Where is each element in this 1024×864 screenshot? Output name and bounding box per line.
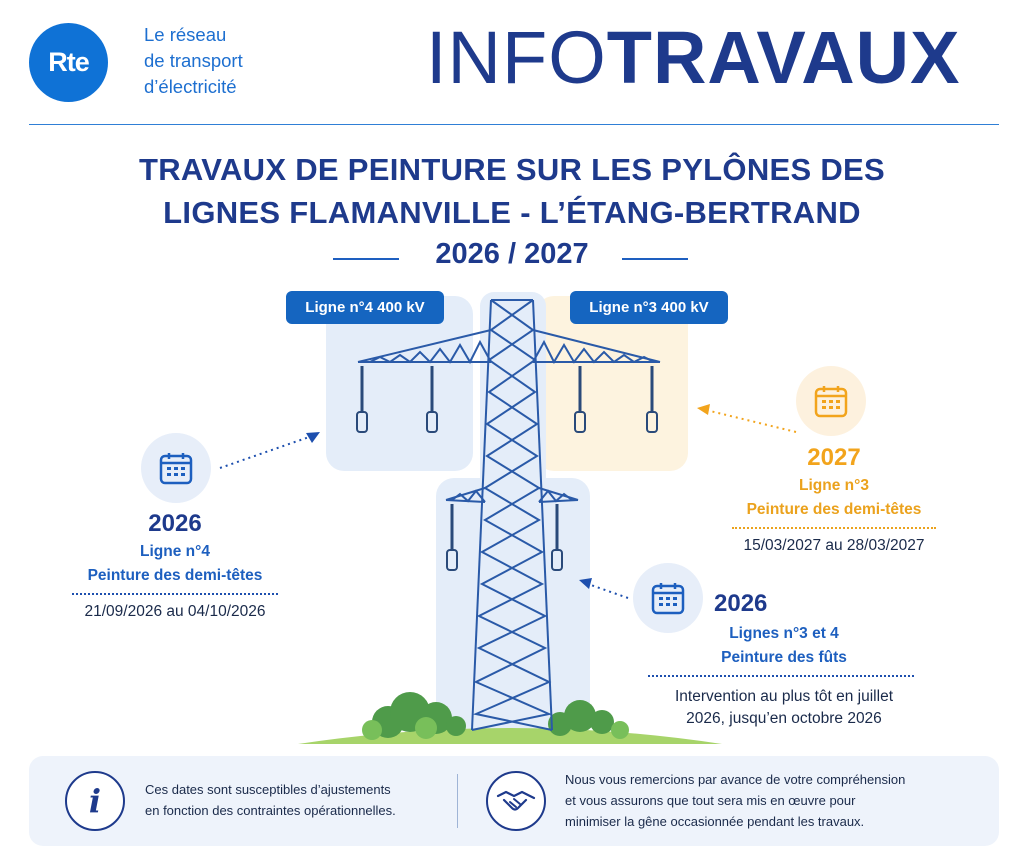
line3-divider (732, 527, 936, 529)
arrow-left (220, 436, 312, 468)
line4-schedule (60, 510, 290, 621)
mast-divider (648, 675, 914, 677)
footer-divider (457, 774, 458, 828)
info-notice (145, 779, 396, 821)
line3-dates: 15/03/2027 au 28/03/2027 (743, 537, 925, 554)
line4-task: Peinture des demi-têtes (87, 567, 263, 584)
bushes-right-front (611, 721, 629, 739)
tagline-line-2: de transport (144, 50, 243, 71)
mast-schedule (648, 624, 920, 730)
calendar-icon-glyph (813, 383, 849, 419)
bushes-right (548, 700, 614, 736)
mast-dates-line-1: Intervention au plus tôt en juillet (675, 688, 893, 705)
footer-notice (29, 756, 999, 846)
line4-line: Ligne n°4 (140, 543, 210, 560)
line4-year: 2026 (148, 510, 202, 537)
line3-task: Peinture des demi-têtes (746, 501, 922, 518)
info-icon (65, 771, 125, 831)
line3-schedule (720, 444, 948, 555)
arrow-right-head (697, 404, 710, 415)
line4-dates: 21/09/2026 au 04/10/2026 (84, 603, 266, 620)
tagline-line-3: d’électricité (144, 76, 237, 97)
thanks-line-2: et vous assurons que tout sera mis en œuvre pour (565, 793, 856, 808)
line4-divider (72, 593, 278, 595)
arrow-right (706, 410, 796, 432)
logo-text: Rte (48, 47, 89, 77)
title-bold: TRAVAUX (606, 16, 961, 99)
years-label: 2026 / 2027 (435, 238, 589, 270)
thanks-line-1: Nous vous remercions par avance de votre compréhension (565, 772, 906, 787)
handshake-icon-glyph (496, 786, 536, 816)
mast-task: Peinture des fûts (721, 649, 847, 666)
page-title-line-1: TRAVAUX DE PEINTURE SUR LES PYLÔNES DES (138, 152, 886, 187)
mast-year: 2026 (714, 590, 768, 617)
arrow-left-head (306, 432, 320, 443)
calendar-icon (796, 366, 866, 436)
ground (298, 728, 722, 744)
handshake-icon (486, 771, 546, 831)
line3-line: Ligne n°3 (799, 477, 869, 494)
calendar-icon-glyph (650, 580, 686, 616)
mast-lines: Lignes n°3 et 4 (729, 625, 839, 642)
calendar-icon (141, 433, 211, 503)
mast-dates-line-2: 2026, jusqu’en octobre 2026 (686, 710, 882, 727)
info-icon-glyph: i (88, 782, 102, 820)
info-notice-line-1: Ces dates sont susceptibles d’ajustements (145, 782, 391, 797)
badge-line-4: Ligne n°4 400 kV (286, 291, 444, 324)
mast-year-wrap (714, 590, 774, 618)
page-title-line-2: LIGNES FLAMANVILLE - L’ÉTANG-BERTRAND (163, 195, 861, 230)
insulator-clamps-top (357, 412, 657, 432)
calendar-icon-glyph (158, 450, 194, 486)
thanks-notice (565, 769, 905, 832)
insulators-lower (452, 504, 557, 550)
arrow-lower (588, 584, 628, 598)
title-light: INFO (426, 16, 607, 99)
line3-year: 2027 (807, 444, 861, 471)
arrow-lower-head (579, 578, 592, 589)
tagline-line-1: Le réseau (144, 24, 227, 45)
badge-line-3: Ligne n°3 400 kV (570, 291, 728, 324)
pylon-structure (358, 300, 660, 730)
calendar-icon (633, 563, 703, 633)
info-notice-line-2: en fonction des contraintes opérationnelles. (145, 803, 396, 818)
thanks-line-3: minimiser la gêne occasionnée pendant les travaux. (565, 814, 865, 829)
